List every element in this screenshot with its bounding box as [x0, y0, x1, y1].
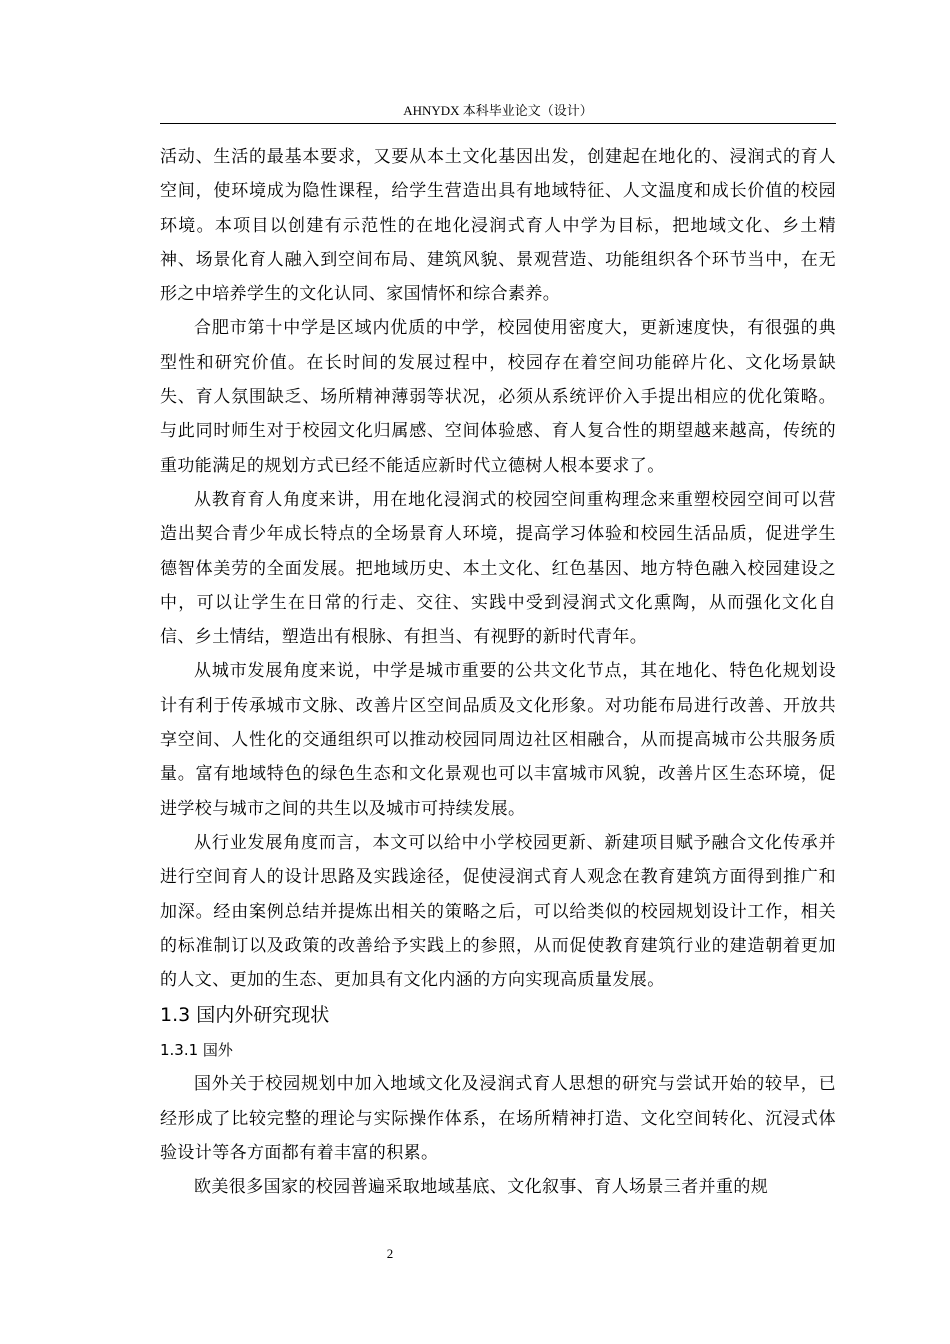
body-paragraph: 国外关于校园规划中加入地域文化及浸润式育人思想的研究与尝试开始的较早，已经形成了比较完整的理论与实际操作体系，在场所精神打造、文化空间转化、沉浸式体验设计等各方面都有着丰富的积累。: [160, 1074, 836, 1164]
subsection-heading: 1.3.1 国外: [160, 1041, 233, 1060]
body-paragraph: 从教育育人角度来讲，用在地化浸润式的校园空间重构理念来重塑校园空间可以营造出契合青少年成长特点的全场景育人环境，提高学习体验和校园生活品质，促进学生德智体美劳的全面发展。把地域历史、本土文化、红色基因、地方特色融入校园建设之中，可以让学生在日常的行走、交往、实践中受到浸润式文化熏陶，从而强化文化自信、乡土情结，塑造出有根脉、有担当、有视野的新时代青年。: [160, 489, 836, 648]
body-paragraph: 合肥市第十中学是区域内优质的中学，校园使用密度大，更新速度快，有很强的典型性和研究价值。在长时间的发展过程中，校园存在着空间功能碎片化、文化场景缺失、育人氛围缺乏、场所精神薄弱等状况，必须从系统评价入手提出相应的优化策略。与此同时师生对于校园文化归属感、空间体验感、育人复合性的期望越来越高，传统的重功能满足的规划方式已经不能适应新时代立德树人根本要求了。: [160, 318, 836, 476]
body-paragraph: 从城市发展角度来说，中学是城市重要的公共文化节点，其在地化、特色化规划设计有利于传承城市文脉、改善片区空间品质及文化形象。对功能布局进行改善、开放共享空间、人性化的交通组织可以推动校园同周边社区相融合，从而提高城市公共服务质量。富有地域特色的绿色生态和文化景观也可以丰富城市风貌，改善片区生态环境，促进学校与城市之间的共生以及城市可持续发展。: [160, 661, 836, 819]
body-paragraph: 从行业发展角度而言，本文可以给中小学校园更新、新建项目赋予融合文化传承并进行空间育人的设计思路及实践途径，促使浸润式育人观念在教育建筑方面得到推广和加深。经由案例总结并提炼出相关的策略之后，可以给类似的校园规划设计工作，相关的标准制订以及政策的改善给予实践上的参照，从而促使教育建筑行业的建造朝着更加的人文、更加的生态、更加具有文化内涵的方向实现高质量发展。: [160, 832, 836, 991]
page-header: AHNYDX 本科毕业论文（设计）: [403, 103, 593, 118]
body-paragraph: 欧美很多国家的校园普遍采取地域基底、文化叙事、育人场景三者并重的规: [194, 1177, 769, 1198]
page-content: [160, 140, 836, 1205]
section-heading: 1.3 国内外研究现状: [160, 1004, 330, 1027]
page-number: 2: [386, 1246, 394, 1261]
header-rule: [160, 123, 836, 124]
body-paragraph: 活动、生活的最基本要求，又要从本土文化基因出发，创建起在地化的、浸润式的育人空间，使环境成为隐性课程，给学生营造出具有地域特征、人文温度和成长价值的校园环境。本项目以创建有示范性的在地化浸润式育人中学为目标，把地域文化、乡土精神、场景化育人融入到空间布局、建筑风貌、景观营造、功能组织各个环节当中，在无形之中培养学生的文化认同、家国情怀和综合素养。: [160, 147, 836, 305]
